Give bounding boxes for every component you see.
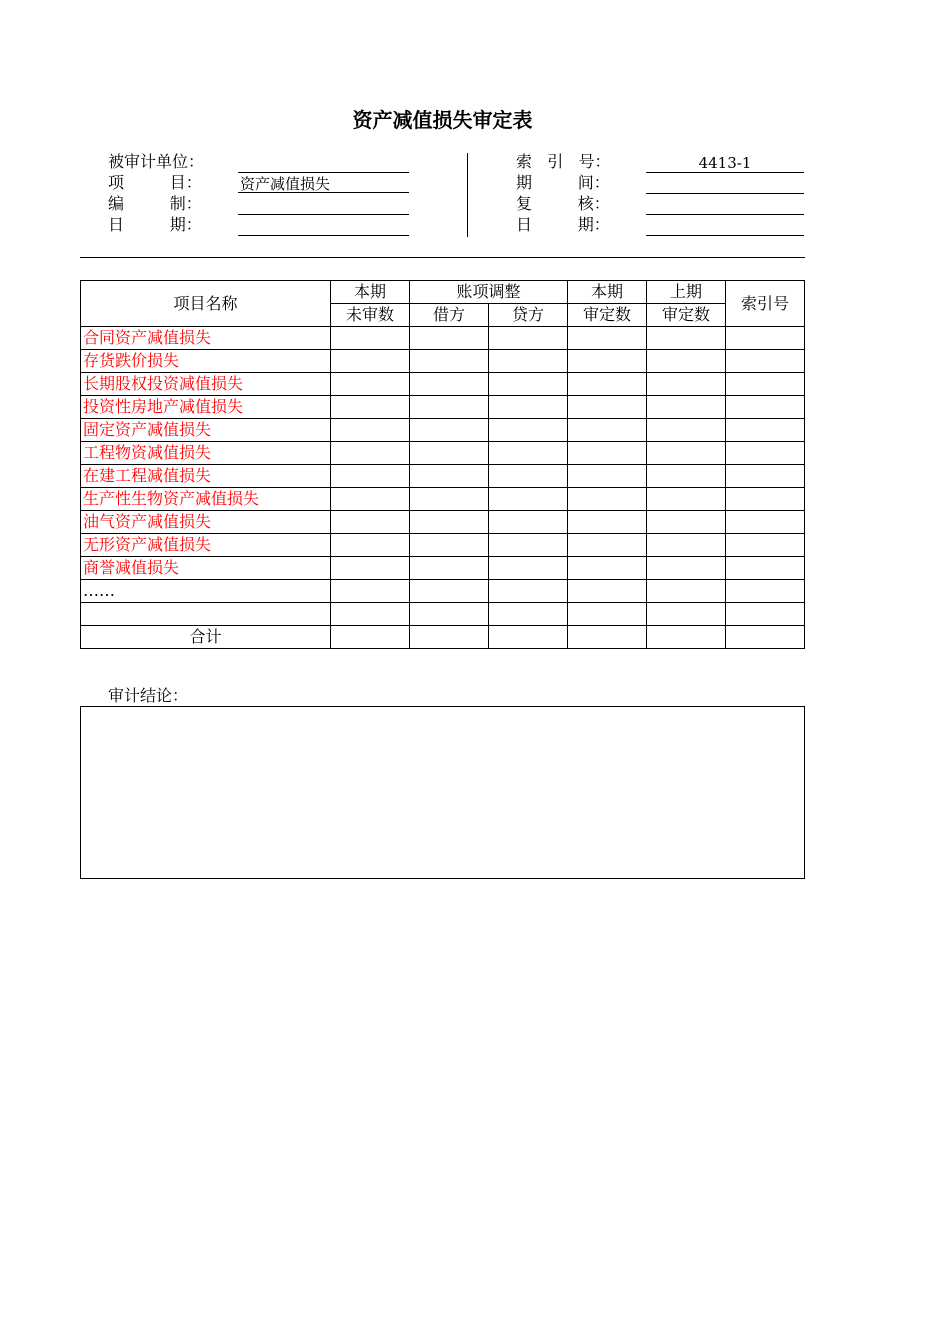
table-cell[interactable] xyxy=(568,534,647,557)
table-cell[interactable] xyxy=(726,373,805,396)
col-header-audited-2: 审定数 xyxy=(568,304,647,327)
table-cell[interactable] xyxy=(410,557,489,580)
table-cell[interactable] xyxy=(410,350,489,373)
table-cell[interactable] xyxy=(81,603,331,626)
table-cell[interactable] xyxy=(331,626,410,649)
table-cell[interactable] xyxy=(331,419,410,442)
item-field[interactable]: 资产减值损失 xyxy=(238,175,409,193)
table-cell[interactable] xyxy=(568,603,647,626)
table-cell[interactable] xyxy=(568,626,647,649)
table-row xyxy=(81,396,805,419)
table-cell[interactable] xyxy=(647,557,726,580)
index-number-label: 索 引 号： xyxy=(516,152,611,171)
table-row xyxy=(81,488,805,511)
review-date-label: 日 期： xyxy=(516,215,610,234)
table-cell[interactable] xyxy=(726,419,805,442)
table-cell[interactable] xyxy=(647,603,726,626)
row-item-name: 生产性生物资产减值损失 xyxy=(81,488,331,511)
col-header-index: 索引号 xyxy=(726,281,805,327)
col-header-prior-1: 上期 xyxy=(647,281,726,304)
table-cell[interactable] xyxy=(331,534,410,557)
table-cell[interactable] xyxy=(726,465,805,488)
col-header-unaudited-2: 未审数 xyxy=(331,304,410,327)
table-cell[interactable] xyxy=(568,557,647,580)
table-cell[interactable] xyxy=(331,465,410,488)
table-cell[interactable] xyxy=(647,396,726,419)
table-cell[interactable] xyxy=(568,580,647,603)
col-header-audited-1: 本期 xyxy=(568,281,647,304)
header-rule xyxy=(80,257,805,258)
table-cell[interactable] xyxy=(331,603,410,626)
table-cell[interactable] xyxy=(726,350,805,373)
audit-table xyxy=(80,280,805,649)
col-header-debit: 借方 xyxy=(410,304,489,327)
table-cell[interactable] xyxy=(331,396,410,419)
row-item-name: 投资性房地产减值损失 xyxy=(81,396,331,419)
prepared-by-field[interactable] xyxy=(238,196,409,215)
review-date-field[interactable] xyxy=(646,217,804,236)
row-item-name: 油气资产减值损失 xyxy=(81,511,331,534)
table-cell[interactable] xyxy=(489,373,568,396)
table-cell[interactable] xyxy=(489,580,568,603)
col-header-credit: 贷方 xyxy=(489,304,568,327)
table-cell[interactable] xyxy=(489,488,568,511)
table-cell[interactable] xyxy=(647,580,726,603)
table-cell[interactable] xyxy=(489,511,568,534)
table-row xyxy=(81,442,805,465)
table-cell[interactable] xyxy=(489,603,568,626)
reviewer-field[interactable] xyxy=(646,196,804,215)
table-cell[interactable] xyxy=(726,580,805,603)
prepared-date-field[interactable] xyxy=(238,217,409,236)
table-cell[interactable] xyxy=(568,419,647,442)
row-item-name: 固定资产减值损失 xyxy=(81,419,331,442)
table-cell[interactable] xyxy=(726,557,805,580)
table-cell[interactable] xyxy=(331,350,410,373)
table-cell[interactable] xyxy=(647,511,726,534)
row-item-name: 合同资产减值损失 xyxy=(81,327,331,350)
table-cell[interactable] xyxy=(331,327,410,350)
table-cell[interactable] xyxy=(489,557,568,580)
prepared-date-label: 日 期： xyxy=(108,215,202,234)
table-cell[interactable] xyxy=(410,488,489,511)
table-cell[interactable] xyxy=(647,350,726,373)
reviewer-label: 复 核： xyxy=(516,194,610,213)
table-cell[interactable] xyxy=(331,557,410,580)
header-divider xyxy=(467,153,468,237)
conclusion-box[interactable] xyxy=(80,706,805,879)
table-cell[interactable] xyxy=(410,419,489,442)
table-cell[interactable] xyxy=(726,488,805,511)
table-cell[interactable] xyxy=(410,626,489,649)
table-row xyxy=(81,373,805,396)
page-title: 资产减值损失审定表 xyxy=(352,108,533,132)
table-cell[interactable] xyxy=(647,534,726,557)
table-row xyxy=(81,327,805,350)
table-cell[interactable] xyxy=(331,580,410,603)
table-cell[interactable] xyxy=(410,580,489,603)
table-row xyxy=(81,419,805,442)
item-label: 项 目： xyxy=(108,173,202,192)
table-cell[interactable] xyxy=(489,534,568,557)
total-label: 合计 xyxy=(81,626,331,649)
table-cell[interactable] xyxy=(568,465,647,488)
col-header-prior-2: 审定数 xyxy=(647,304,726,327)
table-cell[interactable] xyxy=(726,442,805,465)
table-cell[interactable] xyxy=(410,534,489,557)
table-cell[interactable] xyxy=(410,373,489,396)
table-cell[interactable] xyxy=(489,327,568,350)
period-field[interactable] xyxy=(646,175,804,194)
table-cell[interactable] xyxy=(726,626,805,649)
table-cell[interactable] xyxy=(647,488,726,511)
table-cell[interactable] xyxy=(647,442,726,465)
table-cell[interactable] xyxy=(647,419,726,442)
table-cell[interactable] xyxy=(647,373,726,396)
prepared-by-label: 编 制： xyxy=(108,194,202,213)
conclusion-label: 审计结论： xyxy=(108,686,189,705)
table-cell[interactable] xyxy=(410,511,489,534)
index-number-field[interactable]: 4413-1 xyxy=(646,154,804,173)
row-item-name: 存货跌价损失 xyxy=(81,350,331,373)
table-cell[interactable] xyxy=(489,419,568,442)
table-cell[interactable] xyxy=(726,396,805,419)
row-item-name: 商誉减值损失 xyxy=(81,557,331,580)
table-row-ellipsis xyxy=(81,580,805,603)
table-cell[interactable] xyxy=(568,327,647,350)
table-cell[interactable] xyxy=(489,465,568,488)
table-row-total xyxy=(81,626,805,649)
table-cell[interactable] xyxy=(331,373,410,396)
table-cell[interactable] xyxy=(568,442,647,465)
table-row xyxy=(81,511,805,534)
table-cell[interactable] xyxy=(410,327,489,350)
table-cell[interactable] xyxy=(410,465,489,488)
row-item-name: 工程物资减值损失 xyxy=(81,442,331,465)
table-cell[interactable] xyxy=(647,327,726,350)
table-cell[interactable] xyxy=(331,488,410,511)
row-item-name: 无形资产减值损失 xyxy=(81,534,331,557)
table-cell[interactable] xyxy=(647,626,726,649)
table-cell[interactable] xyxy=(410,442,489,465)
table-cell[interactable] xyxy=(410,603,489,626)
table-cell[interactable] xyxy=(568,511,647,534)
table-cell[interactable] xyxy=(568,488,647,511)
col-header-item: 项目名称 xyxy=(81,281,331,327)
table-cell[interactable] xyxy=(568,396,647,419)
row-item-name: 在建工程减值损失 xyxy=(81,465,331,488)
table-cell[interactable] xyxy=(331,511,410,534)
table-cell[interactable] xyxy=(726,327,805,350)
table-row-blank xyxy=(81,603,805,626)
audited-entity-field[interactable] xyxy=(238,154,409,173)
ellipsis-cell: …… xyxy=(81,580,331,603)
table-header-row-1 xyxy=(81,281,805,304)
table-cell[interactable] xyxy=(489,442,568,465)
col-header-unaudited-1: 本期 xyxy=(331,281,410,304)
audited-entity-label: 被审计单位： xyxy=(108,152,205,171)
row-item-name: 长期股权投资减值损失 xyxy=(81,373,331,396)
period-label: 期 间： xyxy=(516,173,610,192)
table-row xyxy=(81,350,805,373)
table-cell[interactable] xyxy=(726,534,805,557)
table-cell[interactable] xyxy=(568,350,647,373)
table-cell[interactable] xyxy=(489,626,568,649)
table-cell[interactable] xyxy=(726,511,805,534)
table-cell[interactable] xyxy=(647,465,726,488)
table-row xyxy=(81,465,805,488)
table-cell[interactable] xyxy=(726,603,805,626)
table-cell[interactable] xyxy=(489,396,568,419)
table-cell[interactable] xyxy=(489,350,568,373)
table-cell[interactable] xyxy=(331,442,410,465)
table-row xyxy=(81,557,805,580)
table-cell[interactable] xyxy=(410,396,489,419)
table-cell[interactable] xyxy=(568,373,647,396)
table-row xyxy=(81,534,805,557)
col-header-adjustment: 账项调整 xyxy=(410,281,568,304)
